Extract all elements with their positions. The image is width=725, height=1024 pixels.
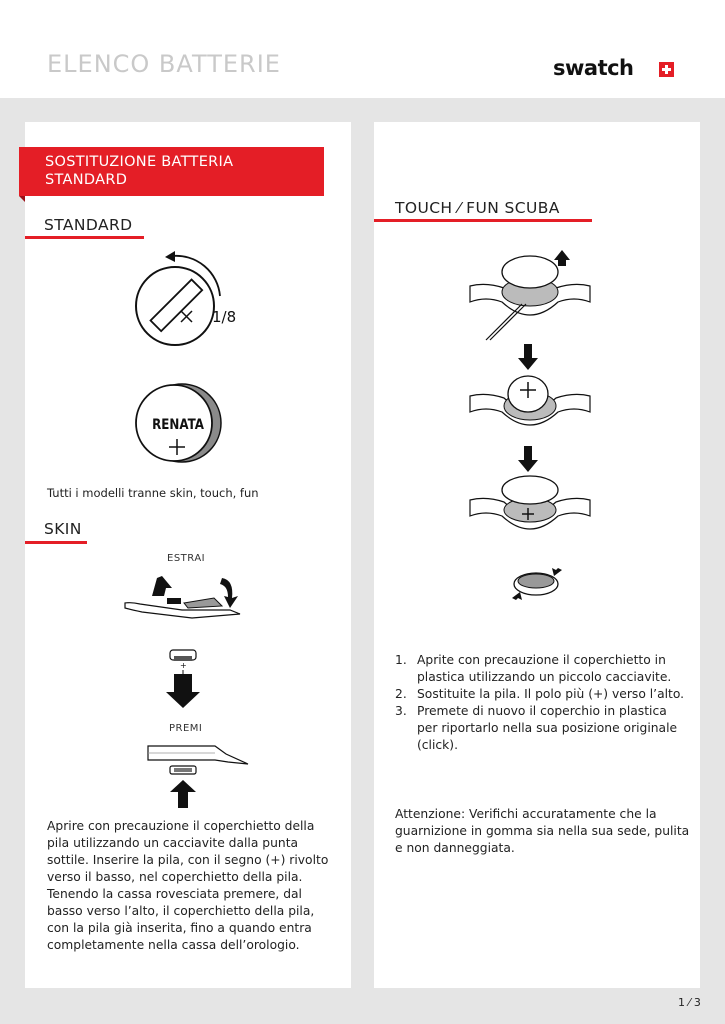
skin-heading-underline — [25, 541, 87, 544]
svg-text:+: + — [180, 661, 187, 670]
list-item: 3. Premete di nuovo il coperchio in plastica per riportarlo nella sua posizione originale (click). — [395, 704, 678, 752]
touch-open-cover-illustration — [466, 244, 594, 344]
skin-battery-insert-illustration — [160, 646, 205, 716]
arrow-down-icon — [516, 446, 540, 474]
rotation-label: 1/8 — [212, 308, 237, 326]
attention-label: Attenzione — [395, 807, 461, 821]
list-item: 1. Aprite con precauzione il coperchietto in plastica utilizzando un piccolo cacciavite. — [395, 653, 672, 684]
page-header — [0, 0, 725, 98]
skin-heading: SKIN — [44, 520, 82, 538]
attention-note — [395, 806, 690, 857]
standard-heading: STANDARD — [44, 216, 133, 234]
touch-close-cover-illustration — [466, 472, 594, 544]
list-item: 2. Sostituite la pila. Il polo più (+) verso l’alto. — [395, 687, 685, 701]
standard-heading-underline — [25, 236, 144, 239]
touch-fun-scuba-heading: TOUCH ⁄ FUN SCUBA — [395, 199, 560, 217]
skin-press-illustration — [140, 740, 252, 812]
section-ribbon — [19, 147, 324, 196]
skin-instructions: Aprire con precauzione il coperchietto della pila utilizzando un cacciavite dalla punta sottile. Inserire la pila, con il segno (+) rivolto verso il basso, nel coperchietto della pila. Tenendo la cassa rovesciata premere, dal basso verso l’alto, il coperchietto della pila, con la pila già inserita, fino a quando entra completamente nella cassa dell’orologio. — [47, 819, 329, 952]
attention-text: : Verifichi accuratamente che la guarnizione in gomma sia nella sua sede, pulita e non danneggiata. — [395, 807, 690, 855]
swiss-cross-icon — [659, 62, 674, 77]
ribbon-line-1: SOSTITUZIONE BATTERIA — [45, 154, 234, 170]
models-note: Tutti i modelli tranne skin, touch, fun — [47, 486, 259, 500]
brand-logo: swatch — [553, 56, 634, 80]
touch-heading-underline — [374, 219, 592, 222]
document-title: ELENCO BATTERIE — [47, 50, 281, 78]
touch-steps-list — [395, 652, 690, 754]
arrow-down-icon — [516, 344, 540, 372]
touch-replace-battery-illustration — [466, 374, 594, 438]
renata-battery-illustration — [130, 383, 230, 465]
press-label: PREMI — [169, 723, 203, 734]
skin-extract-illustration — [122, 568, 250, 623]
extract-label: ESTRAI — [167, 553, 206, 564]
case-back-rotate-illustration — [125, 248, 250, 348]
battery-brand-label: RENATA — [152, 417, 205, 434]
ribbon-line-2: STANDARD — [45, 172, 128, 188]
page-number: 1 ⁄ 3 — [678, 996, 701, 1009]
ribbon-fold — [19, 196, 25, 202]
cover-gasket-illustration — [500, 554, 576, 614]
